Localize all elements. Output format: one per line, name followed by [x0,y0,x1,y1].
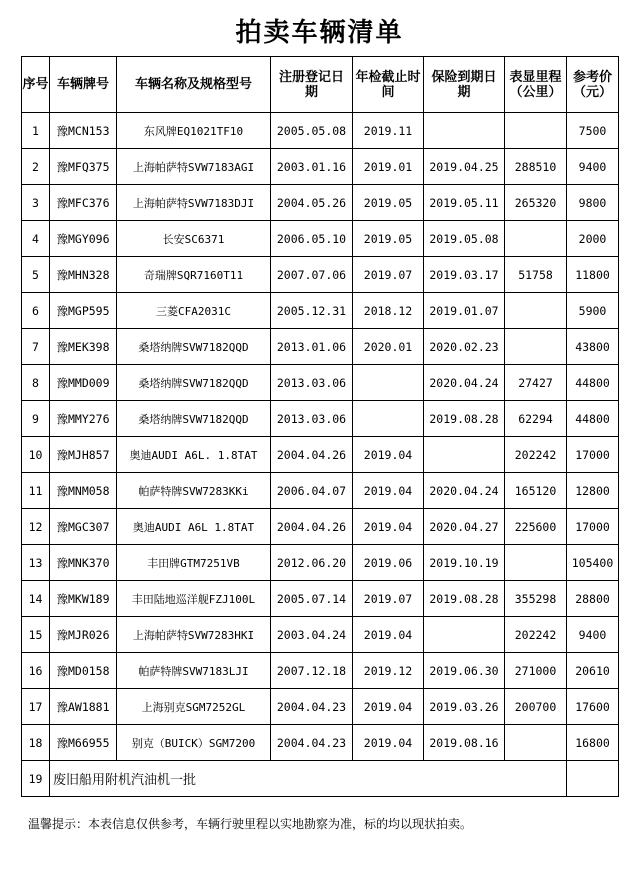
cell-insure: 2020.04.24 [424,365,505,401]
cell-mileage: 200700 [505,689,567,725]
cell-inspect: 2019.04 [353,617,424,653]
cell-plate: 豫MNM058 [50,473,117,509]
cell-name: 桑塔纳牌SVW7182QQD [117,401,271,437]
cell-inspect: 2019.04 [353,473,424,509]
table-row [22,725,619,761]
table-row [22,509,619,545]
cell-seq: 2 [22,149,50,185]
cell-insure: 2019.03.17 [424,257,505,293]
cell-price: 9400 [567,149,619,185]
cell-insure: 2019.01.07 [424,293,505,329]
cell-mileage: 51758 [505,257,567,293]
cell-price: 16800 [567,725,619,761]
table-row [22,545,619,581]
cell-inspect: 2019.05 [353,185,424,221]
cell-plate: 豫AW1881 [50,689,117,725]
table-row [22,761,619,797]
cell-plate: 豫MEK398 [50,329,117,365]
cell-plate: 豫M66955 [50,725,117,761]
cell-mileage [505,329,567,365]
table-row [22,149,619,185]
table-row [22,401,619,437]
cell-inspect: 2019.05 [353,221,424,257]
cell-reg: 2004.04.23 [271,725,353,761]
cell-price: 9800 [567,185,619,221]
cell-mileage [505,221,567,257]
cell-mileage: 225600 [505,509,567,545]
cell-mileage: 265320 [505,185,567,221]
cell-reg: 2013.01.06 [271,329,353,365]
cell-price: 105400 [567,545,619,581]
cell-price: 11800 [567,257,619,293]
cell-seq: 13 [22,545,50,581]
header-seq: 序号 [22,57,50,113]
cell-insure: 2020.04.24 [424,473,505,509]
cell-mileage: 27427 [505,365,567,401]
cell-seq: 9 [22,401,50,437]
cell-seq: 1 [22,113,50,149]
cell-price: 20610 [567,653,619,689]
cell-inspect: 2019.04 [353,437,424,473]
cell-price: 44800 [567,365,619,401]
cell-seq: 5 [22,257,50,293]
cell-insure: 2019.05.08 [424,221,505,257]
header-plate: 车辆牌号 [50,57,117,113]
cell-reg: 2006.05.10 [271,221,353,257]
cell-seq: 16 [22,653,50,689]
cell-mileage: 165120 [505,473,567,509]
cell-reg: 2003.04.24 [271,617,353,653]
cell-plate: 豫MFC376 [50,185,117,221]
cell-plate: 豫MMD009 [50,365,117,401]
cell-plate: 豫MKW189 [50,581,117,617]
table-row [22,185,619,221]
cell-insure [424,113,505,149]
cell-mileage: 62294 [505,401,567,437]
cell-mileage: 202242 [505,617,567,653]
page-title: 拍卖车辆清单 [235,18,404,48]
cell-insure: 2020.04.27 [424,509,505,545]
cell-price: 28800 [567,581,619,617]
cell-inspect: 2020.01 [353,329,424,365]
cell-mileage [505,725,567,761]
cell-plate: 豫MFQ375 [50,149,117,185]
cell-reg: 2007.07.06 [271,257,353,293]
cell-seq: 8 [22,365,50,401]
vehicle-table [21,56,619,797]
cell-insure: 2019.05.11 [424,185,505,221]
cell-name: 奇瑞牌SQR7160T11 [117,257,271,293]
cell-price: 5900 [567,293,619,329]
cell-inspect: 2019.07 [353,581,424,617]
cell-plate: 豫MNK370 [50,545,117,581]
cell-reg: 2004.04.26 [271,437,353,473]
cell-name: 奥迪AUDI A6L. 1.8TAT [117,437,271,473]
cell-name: 上海帕萨特SVW7183AGI [117,149,271,185]
cell-name: 上海别克SGM7252GL [117,689,271,725]
cell-inspect: 2019.01 [353,149,424,185]
header-name: 车辆名称及规格型号 [117,57,271,113]
cell-seq: 19 [22,761,50,797]
header-insure-date: 保险到期日 期 [424,57,505,113]
cell-name: 丰田陆地巡洋舰FZJ100L [117,581,271,617]
table-row [22,329,619,365]
cell-plate: 豫MGC307 [50,509,117,545]
cell-reg: 2013.03.06 [271,401,353,437]
table-row [22,113,619,149]
cell-description: 废旧船用附机汽油机一批 [50,761,567,797]
cell-seq: 15 [22,617,50,653]
table-row [22,689,619,725]
cell-price: 12800 [567,473,619,509]
table-row [22,617,619,653]
cell-inspect: 2019.12 [353,653,424,689]
cell-inspect: 2019.06 [353,545,424,581]
cell-reg: 2012.06.20 [271,545,353,581]
cell-reg: 2005.05.08 [271,113,353,149]
cell-plate: 豫MJH857 [50,437,117,473]
cell-name: 桑塔纳牌SVW7182QQD [117,329,271,365]
cell-seq: 6 [22,293,50,329]
cell-inspect [353,365,424,401]
cell-inspect: 2019.04 [353,725,424,761]
cell-insure: 2019.08.28 [424,581,505,617]
header-inspect-date: 年检截止时 间 [353,57,424,113]
cell-name: 帕萨特牌SVW7283KKi [117,473,271,509]
cell-seq: 14 [22,581,50,617]
cell-mileage: 271000 [505,653,567,689]
table-header-row [22,57,619,113]
cell-mileage [505,293,567,329]
cell-name: 长安SC6371 [117,221,271,257]
cell-mileage [505,545,567,581]
cell-plate: 豫MJR026 [50,617,117,653]
cell-price: 7500 [567,113,619,149]
cell-price: 17000 [567,437,619,473]
cell-inspect: 2019.04 [353,509,424,545]
table-row [22,437,619,473]
cell-insure: 2019.10.19 [424,545,505,581]
cell-insure: 2019.08.16 [424,725,505,761]
cell-name: 上海帕萨特SVW7183DJI [117,185,271,221]
cell-price: 43800 [567,329,619,365]
header-price: 参考价（元） [567,57,619,113]
cell-reg: 2003.01.16 [271,149,353,185]
cell-price: 17000 [567,509,619,545]
cell-inspect: 2018.12 [353,293,424,329]
cell-plate: 豫MCN153 [50,113,117,149]
cell-price: 44800 [567,401,619,437]
cell-seq: 17 [22,689,50,725]
cell-insure [424,617,505,653]
table-row [22,473,619,509]
cell-plate: 豫MD0158 [50,653,117,689]
table-row [22,221,619,257]
cell-name: 别克（BUICK）SGM7200 [117,725,271,761]
cell-seq: 4 [22,221,50,257]
cell-mileage: 288510 [505,149,567,185]
cell-seq: 11 [22,473,50,509]
cell-name: 东风牌EQ1021TF10 [117,113,271,149]
cell-plate: 豫MMY276 [50,401,117,437]
cell-mileage: 202242 [505,437,567,473]
cell-inspect: 2019.11 [353,113,424,149]
table-row [22,293,619,329]
footnote: 温馨提示：本表信息仅供参考，车辆行驶里程以实地勘察为准，标的均以现状拍卖。 [28,817,473,831]
cell-reg: 2004.04.23 [271,689,353,725]
cell-insure: 2019.03.26 [424,689,505,725]
cell-name: 上海帕萨特SVW7283HKI [117,617,271,653]
cell-reg: 2006.04.07 [271,473,353,509]
header-reg-date: 注册登记日 期 [271,57,353,113]
cell-reg: 2013.03.06 [271,365,353,401]
cell-seq: 10 [22,437,50,473]
cell-name: 丰田牌GTM7251VB [117,545,271,581]
cell-name: 桑塔纳牌SVW7182QQD [117,365,271,401]
table-row [22,653,619,689]
cell-insure [424,437,505,473]
cell-insure: 2019.06.30 [424,653,505,689]
cell-reg: 2005.07.14 [271,581,353,617]
table-row [22,581,619,617]
cell-name: 帕萨特牌SVW7183LJI [117,653,271,689]
cell-seq: 3 [22,185,50,221]
cell-insure: 2019.08.28 [424,401,505,437]
cell-insure: 2020.02.23 [424,329,505,365]
cell-reg: 2007.12.18 [271,653,353,689]
cell-plate: 豫MGY096 [50,221,117,257]
cell-insure: 2019.04.25 [424,149,505,185]
cell-name: 奥迪AUDI A6L 1.8TAT [117,509,271,545]
cell-seq: 12 [22,509,50,545]
cell-seq: 7 [22,329,50,365]
table-row [22,365,619,401]
cell-inspect [353,401,424,437]
cell-plate: 豫MHN328 [50,257,117,293]
cell-reg: 2004.04.26 [271,509,353,545]
cell-price: 2000 [567,221,619,257]
cell-name: 三菱CFA2031C [117,293,271,329]
cell-plate: 豫MGP595 [50,293,117,329]
cell-mileage [505,113,567,149]
cell-mileage: 355298 [505,581,567,617]
table-row [22,257,619,293]
cell-reg: 2004.05.26 [271,185,353,221]
cell-inspect: 2019.07 [353,257,424,293]
header-mileage: 表显里程（公里） [505,57,567,113]
cell-reg: 2005.12.31 [271,293,353,329]
cell-inspect: 2019.04 [353,689,424,725]
cell-price: 17600 [567,689,619,725]
cell-price: 9400 [567,617,619,653]
cell-price [567,761,619,797]
cell-seq: 18 [22,725,50,761]
